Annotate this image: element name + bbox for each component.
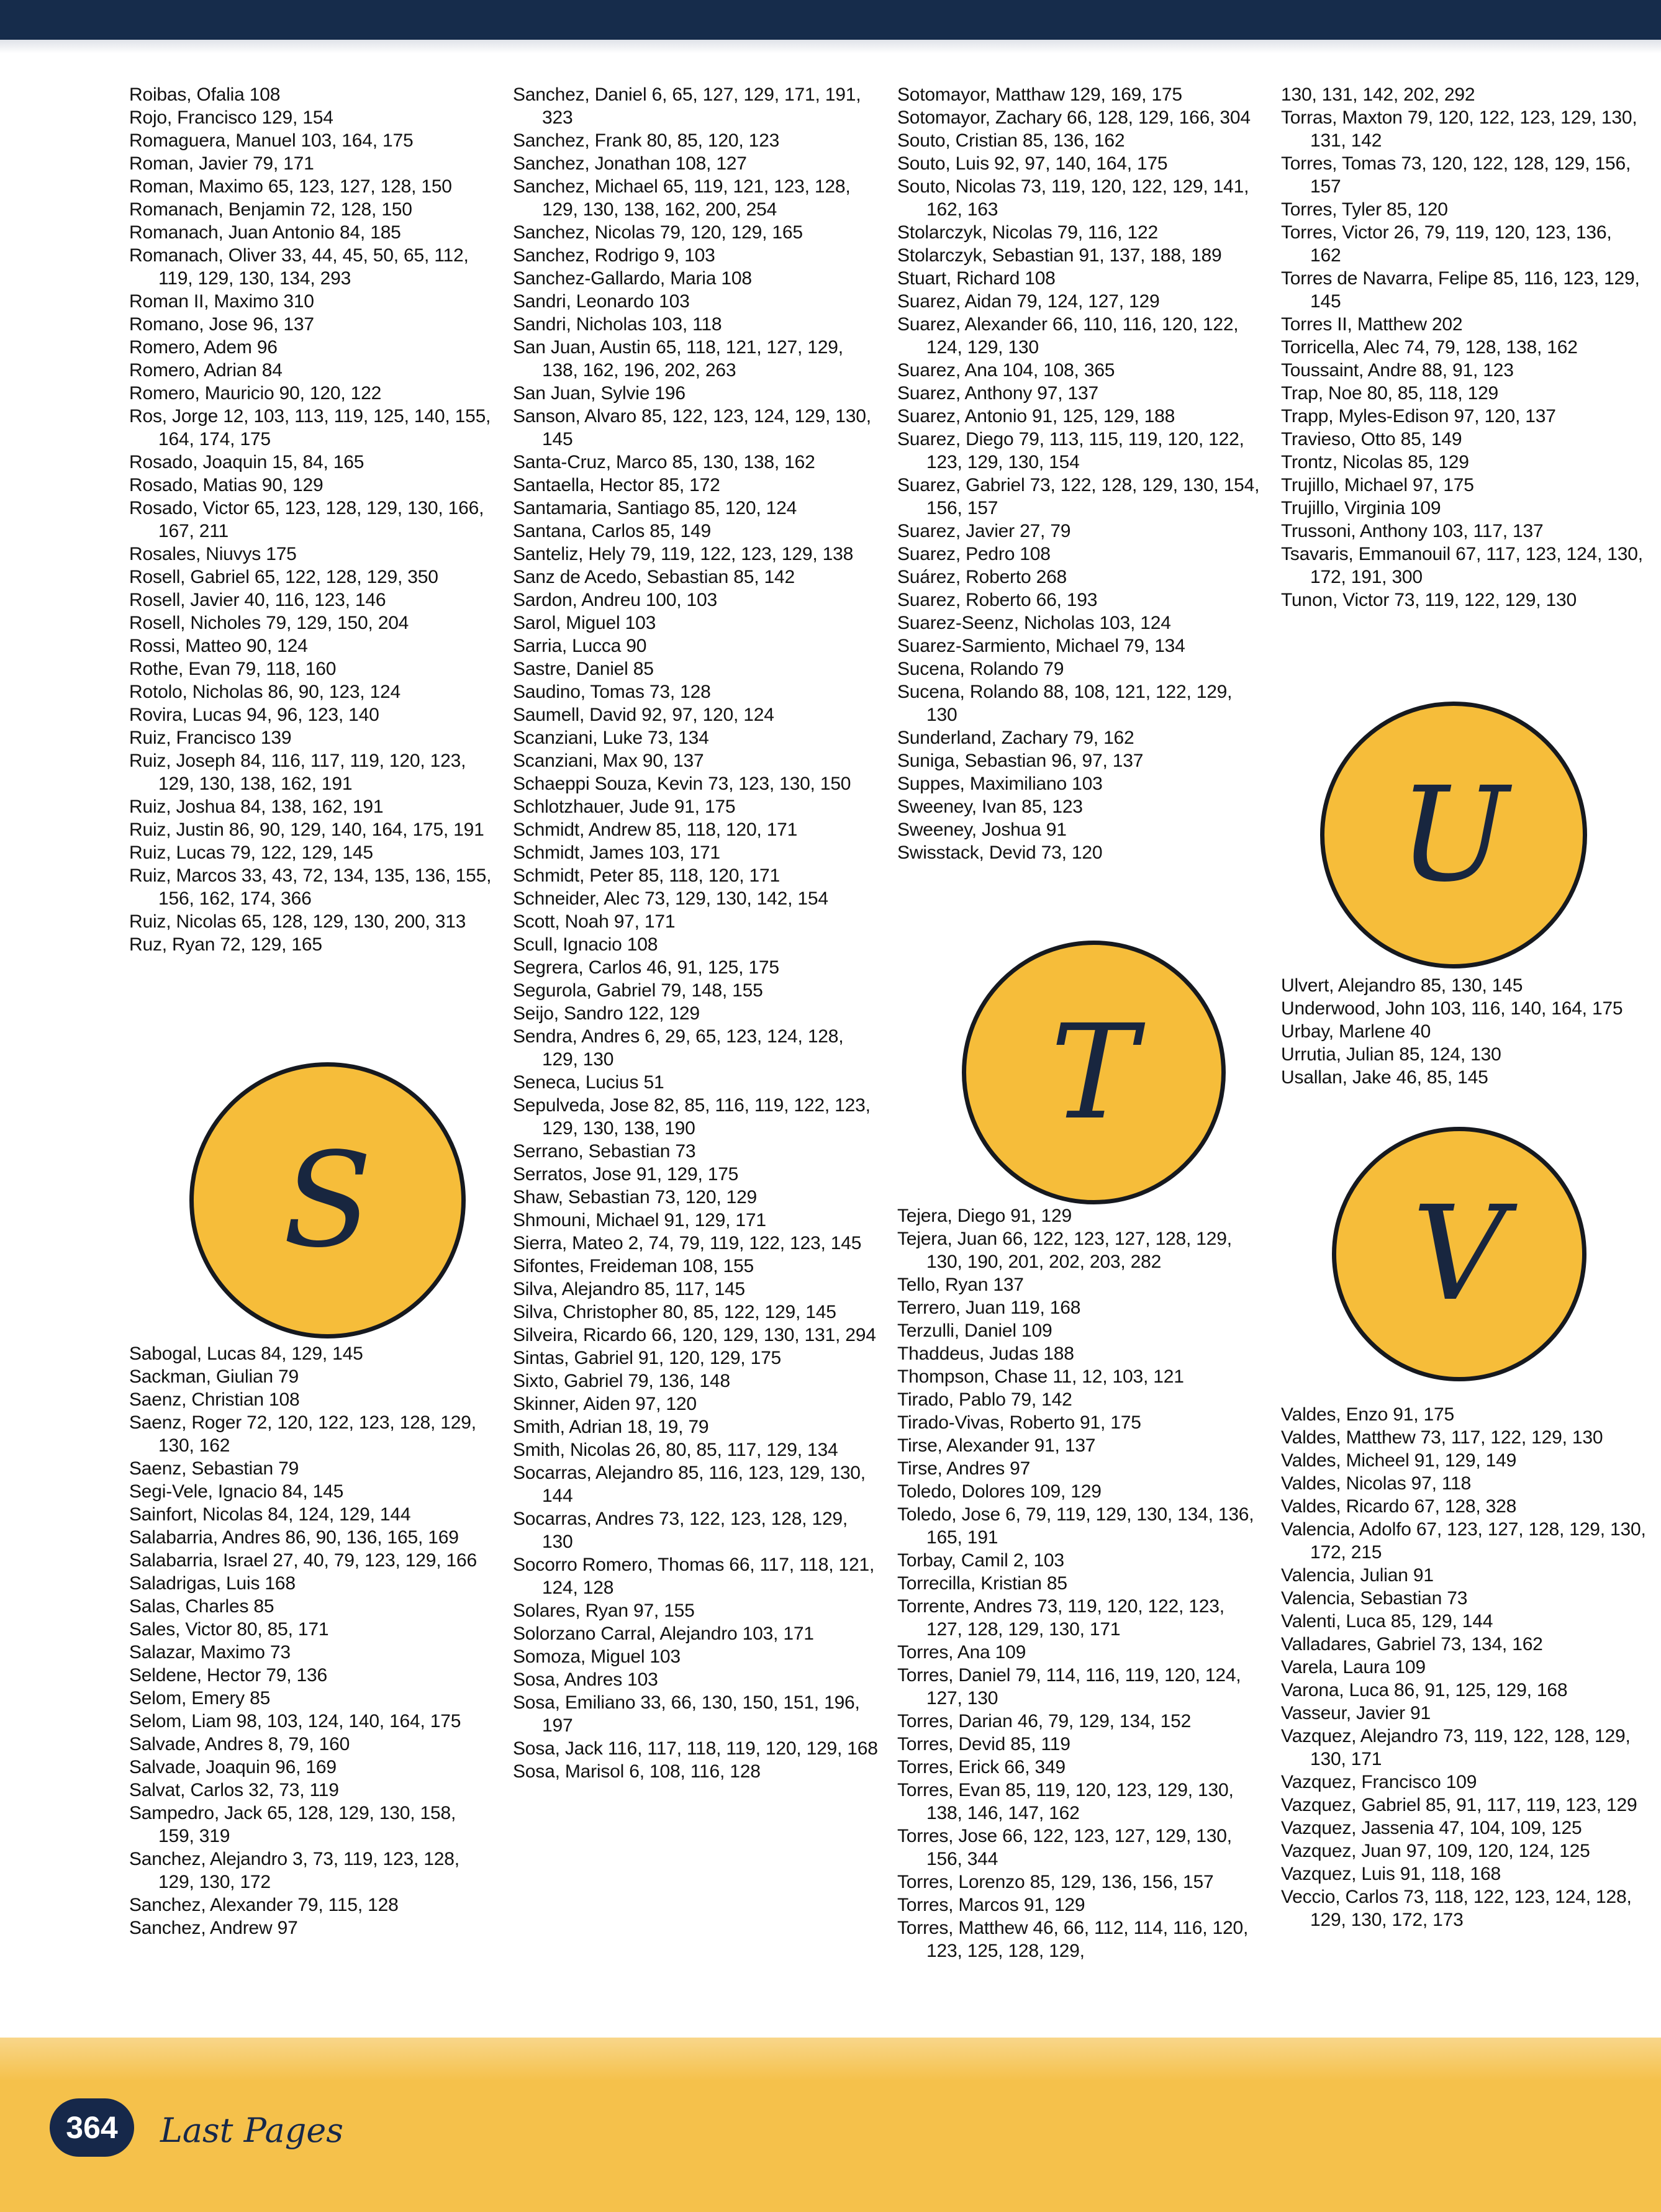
index-entry: Sotomayor, Zachary 66, 128, 129, 166, 304 [897, 107, 1251, 128]
index-entry: Sanchez, Michael 65, 119, 121, 123, 128, 129, 130, 138, 162, 200, 254 [513, 176, 851, 220]
index-column-1 [129, 83, 496, 956]
index-entry: Tirado-Vivas, Roberto 91, 175 [897, 1412, 1141, 1433]
index-entry: Ruz, Ryan 72, 129, 165 [129, 934, 322, 955]
index-entry: Rosado, Matias 90, 129 [129, 475, 324, 495]
index-entry: Sanchez, Alexander 79, 115, 128 [129, 1895, 399, 1915]
index-entry: Roman, Maximo 65, 123, 127, 128, 150 [129, 176, 452, 197]
index-entry: Suarez, Pedro 108 [897, 544, 1051, 564]
index-entry: Valdes, Matthew 73, 117, 122, 129, 130 [1281, 1427, 1603, 1448]
index-entry: Sifontes, Freideman 108, 155 [513, 1256, 754, 1276]
index-entry: Ros, Jorge 12, 103, 113, 119, 125, 140, 155, 164, 174, 175 [129, 406, 491, 449]
index-entry: Torres, Jose 66, 122, 123, 127, 129, 130, 156, 344 [897, 1826, 1232, 1869]
index-entry: Tsavaris, Emmanouil 67, 117, 123, 124, 130, 172, 191, 300 [1281, 544, 1643, 587]
index-entry: Sierra, Mateo 2, 74, 79, 119, 122, 123, 145 [513, 1233, 862, 1253]
index-entry: Rovira, Lucas 94, 96, 123, 140 [129, 705, 379, 725]
index-entry: Santeliz, Hely 79, 119, 122, 123, 129, 138 [513, 544, 854, 564]
letter-badge-s [189, 1062, 466, 1338]
index-entry: Sunderland, Zachary 79, 162 [897, 728, 1134, 748]
index-entry: Santaella, Hector 85, 172 [513, 475, 720, 495]
index-entry: Sales, Victor 80, 85, 171 [129, 1619, 329, 1640]
index-entry: Valladares, Gabriel 73, 134, 162 [1281, 1634, 1543, 1654]
index-entry: Ruiz, Lucas 79, 122, 129, 145 [129, 842, 373, 863]
index-entry: Solorzano Carral, Alejandro 103, 171 [513, 1623, 814, 1644]
index-entry: Sixto, Gabriel 79, 136, 148 [513, 1371, 730, 1391]
index-entry: Valencia, Sebastian 73 [1281, 1588, 1468, 1609]
index-entry: Suniga, Sebastian 96, 97, 137 [897, 751, 1144, 771]
index-entry: Torres, Matthew 46, 66, 112, 114, 116, 120, 123, 125, 128, 129, [897, 1918, 1249, 1961]
index-entry: Tunon, Victor 73, 119, 122, 129, 130 [1281, 590, 1577, 610]
index-entry: Sarol, Miguel 103 [513, 613, 656, 633]
index-entry: Valdes, Ricardo 67, 128, 328 [1281, 1496, 1517, 1517]
index-entry: Romanach, Juan Antonio 84, 185 [129, 222, 401, 243]
index-entry: Socorro Romero, Thomas 66, 117, 118, 121, 124, 128 [513, 1555, 875, 1598]
index-entry: Segi-Vele, Ignacio 84, 145 [129, 1481, 344, 1502]
index-entry: Sweeney, Joshua 91 [897, 819, 1067, 840]
index-entry: Suarez, Antonio 91, 125, 129, 188 [897, 406, 1175, 427]
index-entry: Salvade, Andres 8, 79, 160 [129, 1734, 350, 1754]
index-entry: Suarez, Diego 79, 113, 115, 119, 120, 122, 123, 129, 130, 154 [897, 429, 1244, 472]
index-entry: Suarez, Javier 27, 79 [897, 521, 1071, 541]
index-entry: Tejera, Diego 91, 129 [897, 1206, 1072, 1226]
index-entry: Torres, Darian 46, 79, 129, 134, 152 [897, 1711, 1192, 1731]
index-entry: Sastre, Daniel 85 [513, 659, 654, 679]
index-entry: Travieso, Otto 85, 149 [1281, 429, 1462, 449]
index-entry: Sucena, Rolando 88, 108, 121, 122, 129, 130 [897, 682, 1233, 725]
index-entry: Salabarria, Andres 86, 90, 136, 165, 169 [129, 1527, 459, 1548]
index-column-3 [897, 83, 1264, 864]
index-entry: Romero, Mauricio 90, 120, 122 [129, 383, 382, 404]
index-entry: Schneider, Alec 73, 129, 130, 142, 154 [513, 888, 828, 909]
index-entry: Suarez-Seenz, Nicholas 103, 124 [897, 613, 1171, 633]
index-entry: Sanson, Alvaro 85, 122, 123, 124, 129, 130, 145 [513, 406, 871, 449]
index-entry: Toussaint, Andre 88, 91, 123 [1281, 360, 1514, 381]
index-entry: Terzulli, Daniel 109 [897, 1320, 1052, 1341]
index-entry: Sainfort, Nicolas 84, 124, 129, 144 [129, 1504, 411, 1525]
index-entry: Sandri, Nicholas 103, 118 [513, 314, 722, 335]
index-entry: Stolarczyk, Sebastian 91, 137, 188, 189 [897, 245, 1222, 266]
index-entry: Torres II, Matthew 202 [1281, 314, 1463, 335]
index-entry: Varela, Laura 109 [1281, 1657, 1426, 1677]
index-entry: Ruiz, Joshua 84, 138, 162, 191 [129, 797, 384, 817]
index-entry: Thompson, Chase 11, 12, 103, 121 [897, 1366, 1184, 1387]
index-entry: Rosell, Nicholes 79, 129, 150, 204 [129, 613, 409, 633]
index-entry: Serrano, Sebastian 73 [513, 1141, 696, 1162]
index-entry: Torres, Daniel 79, 114, 116, 119, 120, 124, 127, 130 [897, 1665, 1241, 1709]
index-entry: Tirse, Alexander 91, 137 [897, 1435, 1096, 1456]
index-entry: Seldene, Hector 79, 136 [129, 1665, 327, 1686]
index-entry: Torres, Victor 26, 79, 119, 120, 123, 136, 162 [1281, 222, 1612, 266]
index-entry: Urbay, Marlene 40 [1281, 1021, 1431, 1042]
index-entry: Urrutia, Julian 85, 124, 130 [1281, 1044, 1501, 1065]
index-entry: Swisstack, Devid 73, 120 [897, 842, 1103, 863]
index-entry: Saudino, Tomas 73, 128 [513, 682, 711, 702]
index-entry: Roman, Javier 79, 171 [129, 153, 314, 174]
index-entry: Torbay, Camil 2, 103 [897, 1550, 1064, 1571]
index-entry: Underwood, John 103, 116, 140, 164, 175 [1281, 998, 1623, 1019]
index-entry: Ruiz, Marcos 33, 43, 72, 134, 135, 136, 155, 156, 162, 174, 366 [129, 865, 492, 909]
index-entry: Terrero, Juan 119, 168 [897, 1298, 1081, 1318]
index-entry: Salazar, Maximo 73 [129, 1642, 291, 1663]
index-entry: Scull, Ignacio 108 [513, 934, 658, 955]
index-entry: Torres, Devid 85, 119 [897, 1734, 1070, 1754]
index-entry: Veccio, Carlos 73, 118, 122, 123, 124, 128, 129, 130, 172, 173 [1281, 1887, 1632, 1930]
index-entry: Trujillo, Virginia 109 [1281, 498, 1441, 518]
index-entry: Silva, Alejandro 85, 117, 145 [513, 1279, 745, 1299]
index-entry: Tello, Ryan 137 [897, 1275, 1024, 1295]
index-entry: Ruiz, Justin 86, 90, 129, 140, 164, 175, 191 [129, 819, 484, 840]
index-entry: Scanziani, Luke 73, 134 [513, 728, 709, 748]
index-entry: Sendra, Andres 6, 29, 65, 123, 124, 128, 129, 130 [513, 1026, 844, 1070]
index-entry: Ruiz, Nicolas 65, 128, 129, 130, 200, 313 [129, 911, 466, 932]
index-entry: Valdes, Enzo 91, 175 [1281, 1404, 1454, 1425]
index-entry: Vazquez, Juan 97, 109, 120, 124, 125 [1281, 1841, 1590, 1861]
index-entry: Rosado, Joaquin 15, 84, 165 [129, 452, 364, 472]
index-entry: Sanchez, Frank 80, 85, 120, 123 [513, 130, 780, 151]
section-title: Last Pages [160, 2111, 343, 2150]
index-entry: Torres, Ana 109 [897, 1642, 1026, 1663]
index-entry: Rosell, Gabriel 65, 122, 128, 129, 350 [129, 567, 438, 587]
index-entry: Stolarczyk, Nicolas 79, 116, 122 [897, 222, 1158, 243]
top-banner-shadow [0, 40, 1661, 53]
index-column-4b [1281, 974, 1647, 1089]
index-entry: Usallan, Jake 46, 85, 145 [1281, 1067, 1488, 1088]
index-entry: Schlotzhauer, Jude 91, 175 [513, 797, 736, 817]
index-entry: Ruiz, Francisco 139 [129, 728, 292, 748]
index-entry: Rosell, Javier 40, 116, 123, 146 [129, 590, 386, 610]
index-entry: Vazquez, Jassenia 47, 104, 109, 125 [1281, 1818, 1582, 1838]
index-entry: Suarez, Aidan 79, 124, 127, 129 [897, 291, 1160, 312]
index-entry: Vazquez, Gabriel 85, 91, 117, 119, 123, 129 [1281, 1795, 1637, 1815]
index-entry: Selom, Emery 85 [129, 1688, 271, 1709]
index-entry: Somoza, Miguel 103 [513, 1646, 681, 1667]
index-entry: Vasseur, Javier 91 [1281, 1703, 1431, 1723]
index-entry: Vazquez, Luis 91, 118, 168 [1281, 1864, 1501, 1884]
index-entry: Suarez, Gabriel 73, 122, 128, 129, 130, 154, 156, 157 [897, 475, 1260, 518]
letter-badge-t [962, 941, 1226, 1204]
index-entry: Roibas, Ofalia 108 [129, 84, 281, 105]
index-entry: Torres, Lorenzo 85, 129, 136, 156, 157 [897, 1872, 1214, 1892]
index-entry: Sweeney, Ivan 85, 123 [897, 797, 1083, 817]
index-entry: Shaw, Sebastian 73, 120, 129 [513, 1187, 758, 1208]
index-entry: Saladrigas, Luis 168 [129, 1573, 296, 1594]
index-entry: Rotolo, Nicholas 86, 90, 123, 124 [129, 682, 401, 702]
index-entry: Sarria, Lucca 90 [513, 636, 647, 656]
index-column-4 [1281, 83, 1647, 612]
index-entry: Seneca, Lucius 51 [513, 1072, 664, 1093]
index-entry: Rothe, Evan 79, 118, 160 [129, 659, 337, 679]
index-entry: Schmidt, Peter 85, 118, 120, 171 [513, 865, 780, 886]
page-number: 364 [50, 2098, 134, 2157]
index-entry: Roman II, Maximo 310 [129, 291, 314, 312]
index-entry: Torres, Tyler 85, 120 [1281, 199, 1448, 220]
index-entry: Ulvert, Alejandro 85, 130, 145 [1281, 975, 1523, 996]
index-entry: Silva, Christopher 80, 85, 122, 129, 145 [513, 1302, 836, 1322]
index-entry: Torrecilla, Kristian 85 [897, 1573, 1067, 1594]
index-entry: Tirado, Pablo 79, 142 [897, 1389, 1072, 1410]
index-entry: Valdes, Nicolas 97, 118 [1281, 1473, 1472, 1494]
index-entry: Segrera, Carlos 46, 91, 125, 175 [513, 957, 779, 978]
index-entry: Sanchez, Andrew 97 [129, 1918, 298, 1938]
index-entry: Romanach, Oliver 33, 44, 45, 50, 65, 112, 119, 129, 130, 134, 293 [129, 245, 469, 289]
top-banner [0, 0, 1661, 40]
index-entry: Toledo, Jose 6, 79, 119, 129, 130, 134, 136, 165, 191 [897, 1504, 1254, 1548]
index-entry: Torres, Evan 85, 119, 120, 123, 129, 130, 138, 146, 147, 162 [897, 1780, 1234, 1823]
index-entry: Sotomayor, Matthaw 129, 169, 175 [897, 84, 1182, 105]
index-entry: Selom, Liam 98, 103, 124, 140, 164, 175 [129, 1711, 461, 1731]
index-entry: Salabarria, Israel 27, 40, 79, 123, 129, 166 [129, 1550, 477, 1571]
index-entry: Sanchez, Rodrigo 9, 103 [513, 245, 715, 266]
index-entry: Sardon, Andreu 100, 103 [513, 590, 718, 610]
index-entry: Sampedro, Jack 65, 128, 129, 130, 158, 159, 319 [129, 1803, 456, 1846]
index-entry: Rojo, Francisco 129, 154 [129, 107, 333, 128]
index-entry: Sucena, Rolando 79 [897, 659, 1064, 679]
index-entry: Silveira, Ricardo 66, 120, 129, 130, 131, 294 [513, 1325, 876, 1345]
index-entry: Sanchez, Jonathan 108, 127 [513, 153, 747, 174]
index-entry: Saenz, Roger 72, 120, 122, 123, 128, 129, 130, 162 [129, 1412, 476, 1456]
index-entry: Sanchez, Daniel 6, 65, 127, 129, 171, 191, 323 [513, 84, 861, 128]
index-entry: Trap, Noe 80, 85, 118, 129 [1281, 383, 1499, 404]
index-entry: Suarez, Roberto 66, 193 [897, 590, 1098, 610]
index-entry: Stuart, Richard 108 [897, 268, 1056, 289]
index-entry: Valdes, Micheel 91, 129, 149 [1281, 1450, 1517, 1471]
index-entry: Valencia, Adolfo 67, 123, 127, 128, 129, 130, 172, 215 [1281, 1519, 1646, 1563]
index-entry: Sanchez, Alejandro 3, 73, 119, 123, 128, 129, 130, 172 [129, 1849, 459, 1892]
index-entry: Torres, Erick 66, 349 [897, 1757, 1066, 1777]
index-entry: Sanz de Acedo, Sebastian 85, 142 [513, 567, 795, 587]
index-entry: Schmidt, Andrew 85, 118, 120, 171 [513, 819, 798, 840]
index-entry: San Juan, Austin 65, 118, 121, 127, 129, 138, 162, 196, 202, 263 [513, 337, 843, 381]
index-entry: Schaeppi Souza, Kevin 73, 123, 130, 150 [513, 774, 851, 794]
letter-t: T [1050, 996, 1138, 1149]
index-entry: Sosa, Andres 103 [513, 1669, 658, 1690]
index-entry: Saenz, Christian 108 [129, 1389, 300, 1410]
letter-v: V [1412, 1178, 1506, 1330]
index-entry: 130, 131, 142, 202, 292 [1281, 84, 1475, 105]
index-entry: Socarras, Andres 73, 122, 123, 128, 129, 130 [513, 1509, 848, 1552]
index-column-1b [129, 1342, 496, 1939]
index-entry: Romano, Jose 96, 137 [129, 314, 314, 335]
index-entry: Scott, Noah 97, 171 [513, 911, 676, 932]
index-entry: Suppes, Maximiliano 103 [897, 774, 1103, 794]
index-entry: Serratos, Jose 91, 129, 175 [513, 1164, 739, 1185]
letter-badge-u [1320, 702, 1587, 968]
index-entry: Segurola, Gabriel 79, 148, 155 [513, 980, 763, 1001]
letter-badge-v [1332, 1127, 1586, 1381]
index-entry: Smith, Nicolas 26, 80, 85, 117, 129, 134 [513, 1440, 838, 1460]
index-entry: Souto, Nicolas 73, 119, 120, 122, 129, 141, 162, 163 [897, 176, 1249, 220]
index-entry: Torricella, Alec 74, 79, 128, 138, 162 [1281, 337, 1578, 358]
index-entry: Salvat, Carlos 32, 73, 119 [129, 1780, 339, 1800]
index-entry: Rosado, Victor 65, 123, 128, 129, 130, 166, 167, 211 [129, 498, 484, 541]
index-entry: Suárez, Roberto 268 [897, 567, 1067, 587]
index-entry: Varona, Luca 86, 91, 125, 129, 168 [1281, 1680, 1568, 1700]
letter-s: S [283, 1124, 373, 1276]
index-entry: Santa-Cruz, Marco 85, 130, 138, 162 [513, 452, 815, 472]
index-entry: Salvade, Joaquin 96, 169 [129, 1757, 337, 1777]
letter-u: U [1398, 759, 1509, 911]
index-entry: Shmouni, Michael 91, 129, 171 [513, 1210, 766, 1230]
index-entry: Sosa, Jack 116, 117, 118, 119, 120, 129, 168 [513, 1738, 878, 1759]
index-entry: Torres de Navarra, Felipe 85, 116, 123, 129, 145 [1281, 268, 1640, 312]
index-column-2 [513, 83, 879, 1783]
index-entry: Romanach, Benjamin 72, 128, 150 [129, 199, 412, 220]
index-entry: Saenz, Sebastian 79 [129, 1458, 299, 1479]
index-entry: Sosa, Emiliano 33, 66, 130, 150, 151, 196, 197 [513, 1692, 860, 1736]
index-entry: Santana, Carlos 85, 149 [513, 521, 711, 541]
index-entry: Sackman, Giulian 79 [129, 1366, 299, 1387]
index-entry: Sanchez, Nicolas 79, 120, 129, 165 [513, 222, 803, 243]
index-entry: Rossi, Matteo 90, 124 [129, 636, 308, 656]
index-entry: Torrente, Andres 73, 119, 120, 122, 123, 127, 128, 129, 130, 171 [897, 1596, 1224, 1640]
index-entry: Suarez, Anthony 97, 137 [897, 383, 1098, 404]
index-entry: Romero, Adrian 84 [129, 360, 283, 381]
index-entry: Tirse, Andres 97 [897, 1458, 1031, 1479]
index-entry: Torres, Tomas 73, 120, 122, 128, 129, 156, 157 [1281, 153, 1631, 197]
index-entry: Sanchez-Gallardo, Maria 108 [513, 268, 752, 289]
index-entry: Solares, Ryan 97, 155 [513, 1600, 695, 1621]
index-entry: Scanziani, Max 90, 137 [513, 751, 704, 771]
index-entry: Romero, Adem 96 [129, 337, 278, 358]
index-entry: Sabogal, Lucas 84, 129, 145 [129, 1343, 363, 1364]
index-entry: Socarras, Alejandro 85, 116, 123, 129, 130, 144 [513, 1463, 866, 1506]
index-entry: Romaguera, Manuel 103, 164, 175 [129, 130, 414, 151]
index-entry: Sepulveda, Jose 82, 85, 116, 119, 122, 123, 129, 130, 138, 190 [513, 1095, 871, 1139]
index-entry: Suarez, Alexander 66, 110, 116, 120, 122, 124, 129, 130 [897, 314, 1239, 358]
index-entry: San Juan, Sylvie 196 [513, 383, 686, 404]
index-entry: Tejera, Juan 66, 122, 123, 127, 128, 129, 130, 190, 201, 202, 203, 282 [897, 1229, 1232, 1272]
index-entry: Saumell, David 92, 97, 120, 124 [513, 705, 774, 725]
index-entry: Salas, Charles 85 [129, 1596, 274, 1617]
index-entry: Suarez-Sarmiento, Michael 79, 134 [897, 636, 1185, 656]
index-entry: Suarez, Ana 104, 108, 365 [897, 360, 1115, 381]
index-entry: Valenti, Luca 85, 129, 144 [1281, 1611, 1493, 1632]
index-entry: Torres, Marcos 91, 129 [897, 1895, 1085, 1915]
index-entry: Valencia, Julian 91 [1281, 1565, 1434, 1586]
index-entry: Santamaria, Santiago 85, 120, 124 [513, 498, 797, 518]
index-entry: Sintas, Gabriel 91, 120, 129, 175 [513, 1348, 782, 1368]
index-entry: Trussoni, Anthony 103, 117, 137 [1281, 521, 1544, 541]
index-entry: Sosa, Marisol 6, 108, 116, 128 [513, 1761, 761, 1782]
index-column-4c [1281, 1403, 1647, 1931]
index-entry: Smith, Adrian 18, 19, 79 [513, 1417, 709, 1437]
index-entry: Trontz, Nicolas 85, 129 [1281, 452, 1469, 472]
index-entry: Trapp, Myles-Edison 97, 120, 137 [1281, 406, 1556, 427]
index-entry: Ruiz, Joseph 84, 116, 117, 119, 120, 123, 129, 130, 138, 162, 191 [129, 751, 466, 794]
index-entry: Toledo, Dolores 109, 129 [897, 1481, 1102, 1502]
index-entry: Vazquez, Francisco 109 [1281, 1772, 1477, 1792]
index-entry: Schmidt, James 103, 171 [513, 842, 720, 863]
index-entry: Rosales, Niuvys 175 [129, 544, 297, 564]
footer-band-fade [0, 2038, 1661, 2081]
index-entry: Sandri, Leonardo 103 [513, 291, 690, 312]
index-entry: Seijo, Sandro 122, 129 [513, 1003, 700, 1024]
index-entry: Torras, Maxton 79, 120, 122, 123, 129, 130, 131, 142 [1281, 107, 1637, 151]
index-entry: Skinner, Aiden 97, 120 [513, 1394, 697, 1414]
index-column-3b [897, 1204, 1264, 1962]
index-entry: Souto, Cristian 85, 136, 162 [897, 130, 1125, 151]
index-entry: Vazquez, Alejandro 73, 119, 122, 128, 129, 130, 171 [1281, 1726, 1631, 1769]
index-entry: Trujillo, Michael 97, 175 [1281, 475, 1474, 495]
index-entry: Souto, Luis 92, 97, 140, 164, 175 [897, 153, 1168, 174]
index-entry: Thaddeus, Judas 188 [897, 1343, 1074, 1364]
